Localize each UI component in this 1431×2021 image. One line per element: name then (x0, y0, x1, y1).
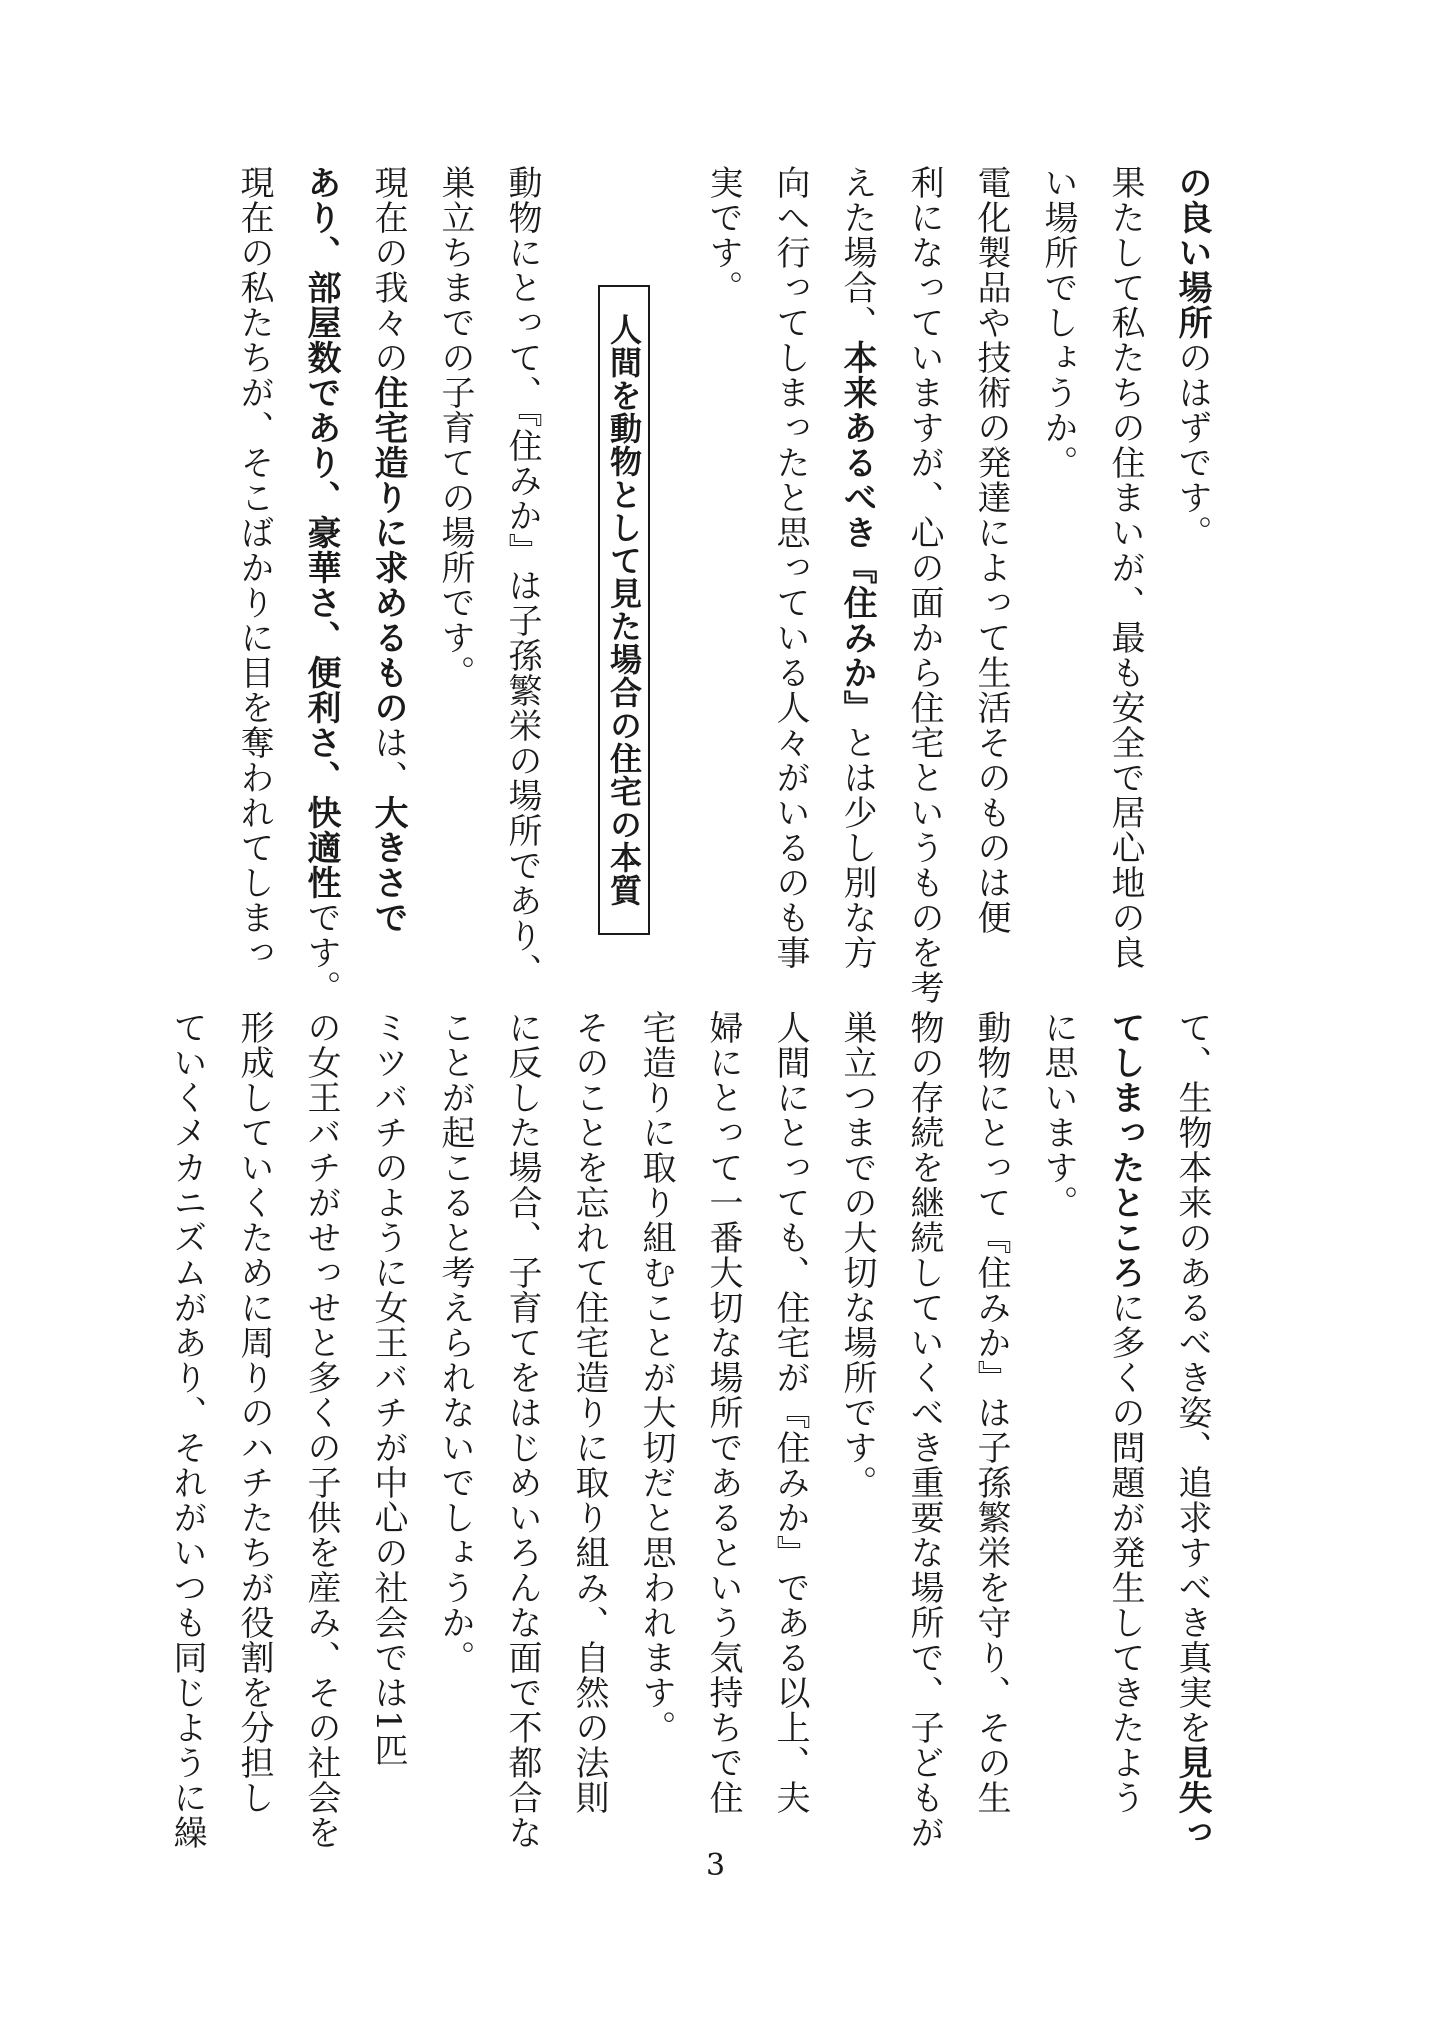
text-column: 果たして私たちの住まいが、最も安全で居心地の良 (1105, 165, 1145, 970)
text-column: ミツバチのように女王バチが中心の社会では1匹 (368, 1010, 408, 1768)
text-column: 実です。 (703, 165, 743, 305)
bold-phrase: 本来あるべき『住みか』 (837, 340, 877, 725)
text-run: です。 (301, 900, 341, 1005)
text-column: 巣立つまでの大切な場所です。 (837, 1010, 877, 1500)
text-column: 動物にとって『住みか』は子孫繁栄を守り、その生 (971, 1010, 1011, 1815)
page-number: 3 (705, 1848, 726, 1883)
text-column: ていくメカニズムがあり、それがいつも同じように繰 (167, 1010, 207, 1850)
text-run: とは少し別な方 (837, 725, 877, 970)
lower-text-block (167, 1010, 1225, 1850)
text-column: 動物にとって、『住みか』は子孫繁栄の場所であり、 (502, 165, 542, 988)
bold-phrase: 見失っ (1172, 1745, 1212, 1850)
text-run: て、生物本来のあるべき姿、追求すべき真実を (1172, 1010, 1212, 1745)
text-run: のはずです。 (1172, 340, 1212, 550)
text-column (823, 165, 890, 970)
section-heading: 人間を動物として見た場合の住宅の本質 (598, 285, 650, 935)
bold-phrase: 住宅造りに求めるもの (368, 375, 408, 725)
text-run: に多くの問題が発生してきたよう (1105, 1290, 1145, 1815)
text-column: 宅造りに取り組むことが大切だと思われます。 (636, 1010, 676, 1745)
text-column (1158, 1010, 1225, 1850)
text-column: 形成していくために周りのハチたちが役割を分担し (234, 1010, 274, 1815)
text-column: そのことを忘れて住宅造りに取り組み、自然の法則 (569, 1010, 609, 1815)
text-column (1158, 165, 1225, 945)
text-column (354, 165, 421, 945)
text-run: えた場合、 (837, 165, 877, 340)
text-run: 現在の我々の (368, 165, 408, 375)
bold-phrase: 大きさで (368, 795, 408, 935)
text-column (1091, 1010, 1158, 1815)
text-column: ことが起こると考えられないでしょうか。 (435, 1010, 475, 1675)
bold-phrase: の良い場所 (1172, 165, 1212, 340)
text-column (287, 165, 354, 1005)
text-column: に思います。 (1038, 1010, 1078, 1220)
text-column: 利になっていますが、心の面から住宅というものを考 (904, 165, 944, 1005)
bold-phrase: てしまったところ (1105, 1010, 1145, 1290)
text-column: 向へ行ってしまったと思っている人々がいるのも事 (770, 165, 810, 970)
upper-text-block (205, 165, 1225, 1005)
text-column: 婦にとって一番大切な場所であるという気持ちで住 (703, 1010, 743, 1815)
text-column: に反した場合、子育てをはじめいろんな面で不都合な (502, 1010, 542, 1850)
text-column: の女王バチがせっせと多くの子供を産み、その社会を (301, 1010, 341, 1850)
bold-phrase: あり、部屋数であり、豪華さ、便利さ、快適性 (301, 165, 341, 900)
text-column: 現在の私たちが、そこばかりに目を奪われてしまっ (234, 165, 274, 970)
text-run: は、 (368, 725, 408, 795)
text-column: い場所でしょうか。 (1038, 165, 1078, 480)
text-column: 電化製品や技術の発達によって生活そのものは便 (971, 165, 1011, 935)
text-column: 人間にとっても、住宅が『住みか』である以上、夫 (770, 1010, 810, 1815)
text-column: 巣立ちまでの子育ての場所です。 (435, 165, 475, 690)
text-column: 物の存続を継続していくべき重要な場所で、子どもが (904, 1010, 944, 1850)
